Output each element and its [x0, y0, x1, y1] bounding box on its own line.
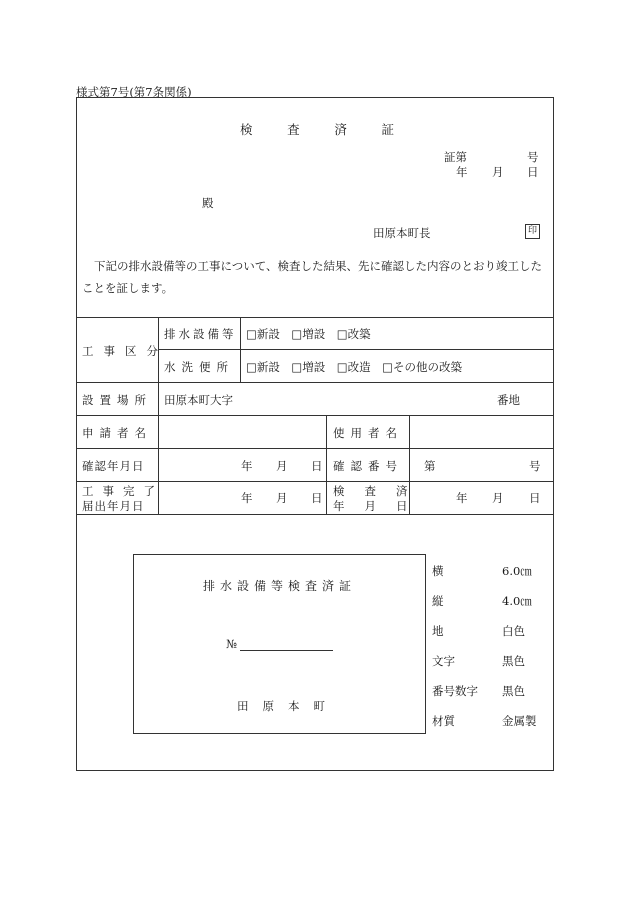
issue-year: 年	[456, 165, 468, 179]
toilet-label: 水洗便所	[164, 360, 234, 374]
certificate-body-text: 下記の排水設備等の工事について、検査した結果、先に確認した内容のとおり竣工したことを証します。	[82, 259, 543, 295]
confirm-date-label: 確認年月日	[82, 459, 145, 473]
inspected-day: 日	[529, 491, 541, 505]
spec-value: 白色	[502, 624, 525, 638]
title-char: 検	[240, 122, 253, 137]
spec-label: 地	[432, 624, 444, 638]
table-divider	[158, 382, 159, 415]
table-rule	[76, 317, 554, 318]
number-suffix: 号	[529, 459, 541, 473]
addressee-suffix: 殿	[202, 196, 214, 210]
sticker-number-line	[240, 650, 333, 651]
work-category-label: 工事区分	[82, 344, 168, 358]
confirm-year: 年	[241, 459, 253, 473]
table-divider	[240, 317, 241, 382]
spec-label: 文字	[432, 654, 455, 668]
certificate-title	[240, 120, 394, 138]
sticker-title: 排水設備等検査済証	[203, 579, 357, 593]
location-suffix: 番地	[497, 393, 520, 407]
sticker-town: 田原本町	[237, 699, 339, 713]
location-label: 設置場所	[82, 393, 152, 407]
sticker-number-label: №	[226, 637, 237, 651]
spec-value: 6.0㎝	[502, 564, 532, 578]
completion-month: 月	[276, 491, 288, 505]
spec-label: 番号数字	[432, 684, 478, 698]
spec-value: 黒色	[502, 684, 525, 698]
drainage-label: 排水設備等	[164, 327, 237, 341]
table-rule	[76, 448, 554, 449]
table-rule	[76, 481, 554, 482]
cert-number-prefix: 証第	[444, 150, 467, 164]
location-value: 田原本町大字	[164, 393, 233, 407]
cert-number-suffix: 号	[527, 150, 539, 164]
completion-day: 日	[311, 491, 323, 505]
table-divider	[158, 415, 159, 514]
form-reference: 様式第7号(第7条関係)	[76, 85, 192, 99]
confirm-day: 日	[311, 459, 323, 473]
title-char: 済	[334, 122, 347, 137]
completion-year: 年	[241, 491, 253, 505]
toilet-options: □新設 □増設 □改造 □その他の改築	[246, 360, 462, 374]
spec-value: 4.0㎝	[502, 594, 532, 608]
table-rule	[76, 415, 554, 416]
inspected-month: 月	[492, 491, 504, 505]
issuer-name: 田原本町長	[373, 226, 431, 240]
spec-label: 縦	[432, 594, 444, 608]
applicant-label: 申請者名	[82, 426, 152, 440]
issue-day: 日	[527, 165, 539, 179]
spec-value: 金属製	[502, 714, 537, 728]
table-divider	[326, 415, 327, 514]
inspected-year: 年	[456, 491, 468, 505]
spec-value: 黒色	[502, 654, 525, 668]
number-prefix: 第	[424, 459, 436, 473]
title-char: 査	[287, 122, 300, 137]
inspected-label-line1: 検査済	[333, 484, 428, 498]
title-char: 証	[381, 122, 394, 137]
seal-mark: 印	[525, 224, 540, 239]
spec-label: 横	[432, 564, 444, 578]
inspected-label-line2: 年月日	[333, 499, 428, 513]
table-rule	[76, 382, 554, 383]
issue-month: 月	[492, 165, 504, 179]
table-rule	[76, 514, 554, 515]
drainage-options: □新設 □増設 □改築	[246, 327, 371, 341]
spec-label: 材質	[432, 714, 455, 728]
table-rule	[158, 349, 554, 350]
confirm-month: 月	[276, 459, 288, 473]
confirm-number-label: 確認番号	[333, 459, 403, 473]
completion-label-line2: 届出年月日	[82, 499, 145, 513]
completion-label-line1: 工事完了	[82, 484, 164, 498]
user-label: 使用者名	[333, 426, 403, 440]
